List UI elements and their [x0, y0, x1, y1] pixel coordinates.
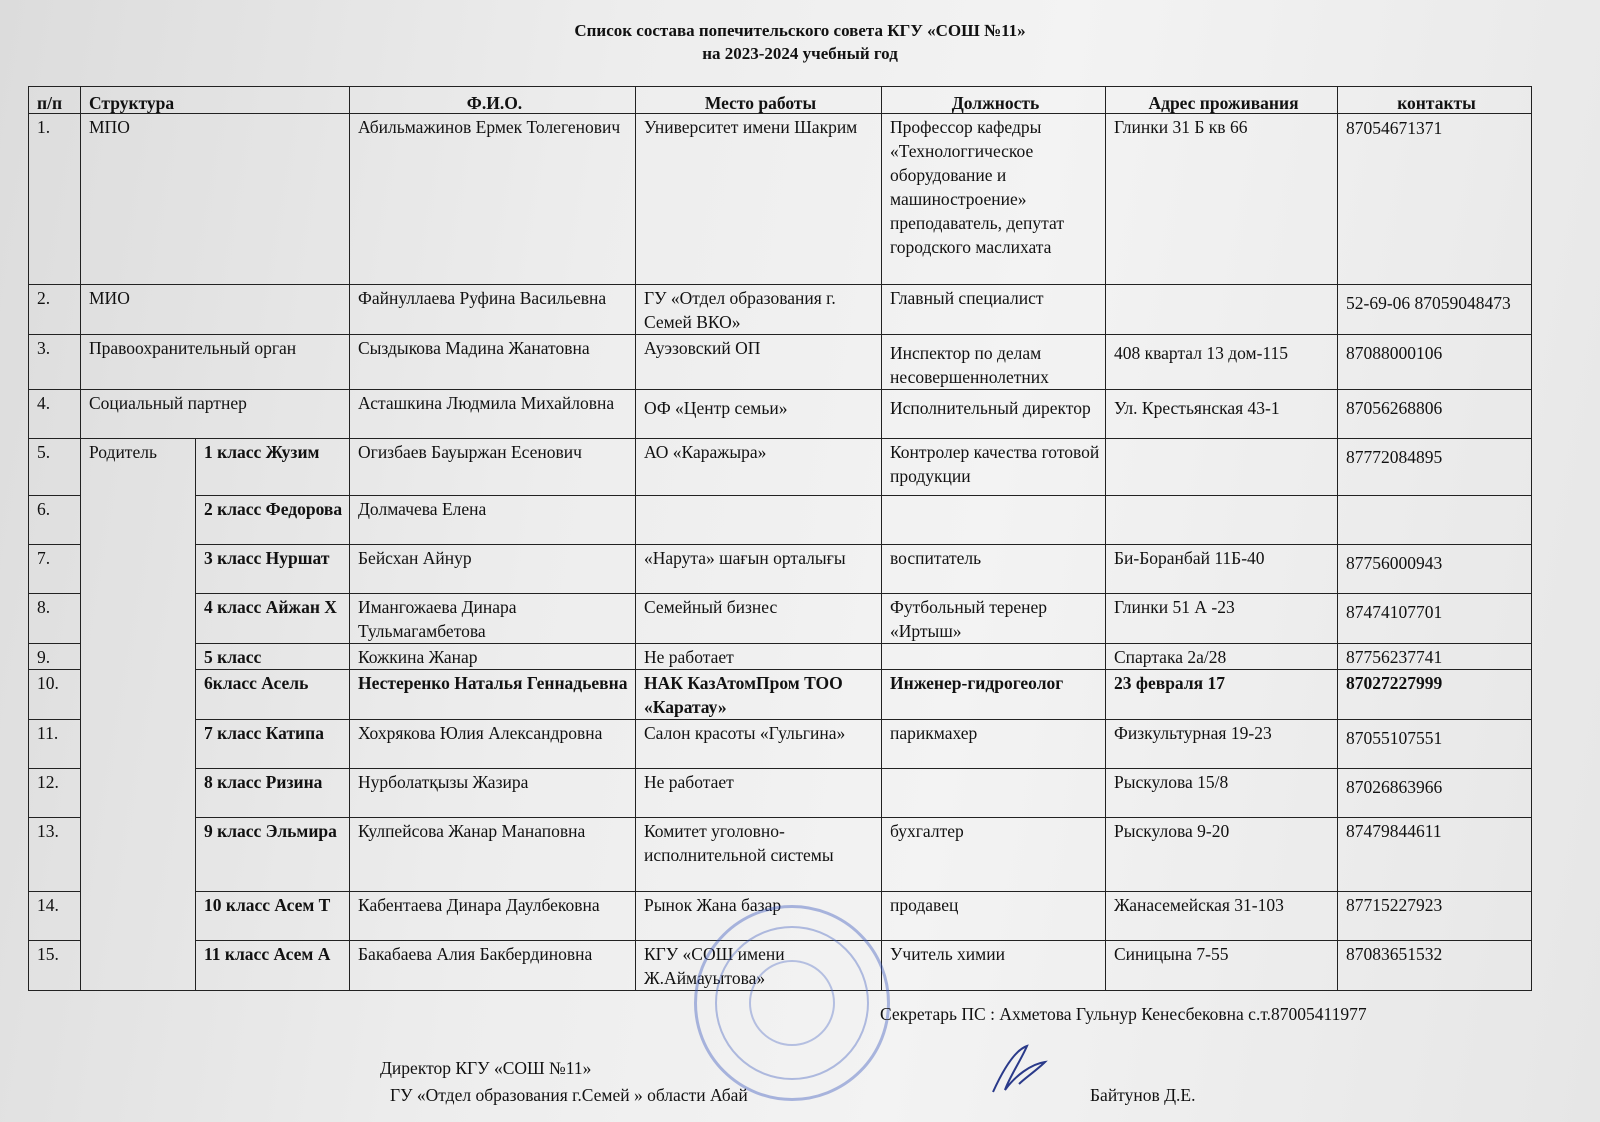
row-fio: Бакабаева Алия Бакбердиновна [350, 941, 636, 991]
row-address: Глинки 31 Б кв 66 [1106, 114, 1338, 285]
row-number: 3. [29, 335, 81, 390]
row-number: 2. [29, 285, 81, 335]
row-position: Учитель химии [882, 941, 1106, 991]
table-row [29, 335, 1532, 390]
director-name: Байтунов Д.Е. [1090, 1085, 1196, 1105]
row-position [882, 769, 1106, 818]
row-workplace: ГУ «Отдел образования г. Семей ВКО» [636, 285, 882, 335]
table-row [29, 545, 1532, 594]
table-row [29, 285, 1532, 335]
row-address: Жанасемейская 31-103 [1106, 892, 1338, 941]
header-structure: Структура [81, 87, 350, 114]
row-fio: Кабентаева Динара Даулбековна [350, 892, 636, 941]
secretary-line: Секретарь ПС : Ахметова Гульнур Кенесбековна с.т.87005411977 [880, 1004, 1367, 1024]
row-workplace: Не работает [636, 769, 882, 818]
row-address [1106, 439, 1338, 496]
row-number: 9. [29, 644, 81, 670]
row-fio: Кожкина Жанар [350, 644, 636, 670]
row-number: 7. [29, 545, 81, 594]
table-row [29, 390, 1532, 439]
row-structure-parent: Родитель [81, 439, 196, 991]
official-stamp [694, 905, 890, 1101]
row-position: парикмахер [882, 720, 1106, 769]
row-workplace: Семейный бизнес [636, 594, 882, 644]
row-number: 15. [29, 941, 81, 991]
row-position: воспитатель [882, 545, 1106, 594]
row-structure: МИО [81, 285, 350, 335]
header-position: Должность [882, 87, 1106, 114]
row-number: 5. [29, 439, 81, 496]
row-address: Физкультурная 19-23 [1106, 720, 1338, 769]
row-number: 11. [29, 720, 81, 769]
header-row [29, 87, 1532, 114]
row-address: 408 квартал 13 дом-115 [1106, 335, 1338, 390]
row-fio: Имангожаева Динара Тульмагамбетова [350, 594, 636, 644]
row-position [882, 644, 1106, 670]
document-title: Список состава попечительского совета КГУ «СОШ №11» [574, 21, 1026, 40]
table-row [29, 670, 1532, 720]
row-position: Инженер-гидрогеолог [882, 670, 1106, 720]
row-workplace: АО «Каражыра» [636, 439, 882, 496]
row-contacts: 87056268806 [1338, 390, 1532, 439]
row-address [1106, 496, 1338, 545]
row-structure: МПО [81, 114, 350, 285]
table-row [29, 769, 1532, 818]
council-table [28, 86, 1532, 991]
row-address: Спартака 2а/28 [1106, 644, 1338, 670]
row-contacts: 87772084895 [1338, 439, 1532, 496]
row-workplace: КГУ «СОШ имени Ж.Аймауытова» [636, 941, 882, 991]
row-position: Профессор кафедры «Технологгическое оборудование и машиностроение» преподаватель, депутат городского маслихата [882, 114, 1106, 285]
row-fio: Бейсхан Айнур [350, 545, 636, 594]
row-class: 4 класс Айжан Х [196, 594, 350, 644]
row-number: 6. [29, 496, 81, 545]
row-contacts: 87027227999 [1338, 670, 1532, 720]
director-signature [985, 1040, 1065, 1100]
row-number: 1. [29, 114, 81, 285]
row-position: Инспектор по делам несовершеннолетних [882, 335, 1106, 390]
table-row [29, 644, 1532, 670]
row-address: Рыскулова 9-20 [1106, 818, 1338, 892]
row-contacts: 87479844611 [1338, 818, 1532, 892]
row-contacts: 52-69-06 87059048473 [1338, 285, 1532, 335]
table-row [29, 594, 1532, 644]
row-position: Контролер качества готовой продукции [882, 439, 1106, 496]
row-class: 9 класс Эльмира [196, 818, 350, 892]
row-workplace [636, 496, 882, 545]
header-num: п/п [29, 87, 81, 114]
row-address [1106, 285, 1338, 335]
row-contacts: 87474107701 [1338, 594, 1532, 644]
row-address: Рыскулова 15/8 [1106, 769, 1338, 818]
row-class: 1 класс Жузим [196, 439, 350, 496]
row-class: 5 класс [196, 644, 350, 670]
row-address: Глинки 51 А -23 [1106, 594, 1338, 644]
table-row [29, 720, 1532, 769]
row-position: бухгалтер [882, 818, 1106, 892]
row-fio: Хохрякова Юлия Александровна [350, 720, 636, 769]
row-address: 23 февраля 17 [1106, 670, 1338, 720]
director-title-line1: Директор КГУ «СОШ №11» [380, 1058, 592, 1078]
table-row [29, 114, 1532, 285]
row-class: 10 класс Асем Т [196, 892, 350, 941]
table-row [29, 496, 1532, 545]
row-structure: Социальный партнер [81, 390, 350, 439]
row-contacts: 87715227923 [1338, 892, 1532, 941]
table-row [29, 439, 1532, 496]
row-number: 13. [29, 818, 81, 892]
row-fio: Сыздыкова Мадина Жанатовна [350, 335, 636, 390]
row-position: Исполнительный директор [882, 390, 1106, 439]
row-workplace: Салон красоты «Гульгина» [636, 720, 882, 769]
header-address: Адрес проживания [1106, 87, 1338, 114]
row-fio: Нестеренко Наталья Геннадьевна [350, 670, 636, 720]
row-contacts: 87756000943 [1338, 545, 1532, 594]
row-position: Главный специалист [882, 285, 1106, 335]
row-address: Синицына 7-55 [1106, 941, 1338, 991]
row-structure: Правоохранительный орган [81, 335, 350, 390]
row-workplace: Рынок Жана базар [636, 892, 882, 941]
row-class: 3 класс Нуршат [196, 545, 350, 594]
row-number: 14. [29, 892, 81, 941]
header-fio: Ф.И.О. [350, 87, 636, 114]
row-fio: Долмачева Елена [350, 496, 636, 545]
row-workplace: Ауэзовский ОП [636, 335, 882, 390]
row-workplace: Не работает [636, 644, 882, 670]
row-number: 4. [29, 390, 81, 439]
row-fio: Огизбаев Бауыржан Есенович [350, 439, 636, 496]
row-workplace: Университет имени Шакрим [636, 114, 882, 285]
row-contacts: 87088000106 [1338, 335, 1532, 390]
row-contacts: 87756237741 [1338, 644, 1532, 670]
header-contacts: контакты [1338, 87, 1532, 114]
row-number: 12. [29, 769, 81, 818]
director-title-line2: ГУ «Отдел образования г.Семей » области Абай [390, 1085, 748, 1105]
row-position [882, 496, 1106, 545]
row-contacts [1338, 496, 1532, 545]
row-address: Ул. Крестьянская 43-1 [1106, 390, 1338, 439]
row-address: Би-Боранбай 11Б-40 [1106, 545, 1338, 594]
row-class: 11 класс Асем А [196, 941, 350, 991]
row-class: 8 класс Ризина [196, 769, 350, 818]
row-fio: Асташкина Людмила Михайловна [350, 390, 636, 439]
document-subtitle: на 2023-2024 учебный год [702, 44, 898, 63]
row-workplace: Комитет уголовно-исполнительной системы [636, 818, 882, 892]
row-workplace: «Нарута» шағын орталығы [636, 545, 882, 594]
row-class: 6класс Асель [196, 670, 350, 720]
row-number: 8. [29, 594, 81, 644]
row-workplace: НАК КазАтомПром ТОО «Каратау» [636, 670, 882, 720]
row-number: 10. [29, 670, 81, 720]
row-position: продавец [882, 892, 1106, 941]
row-class: 2 класс Федорова [196, 496, 350, 545]
row-workplace: ОФ «Центр семьи» [636, 390, 882, 439]
row-fio: Абильмажинов Ермек Толегенович [350, 114, 636, 285]
table-row [29, 818, 1532, 892]
row-fio: Файнуллаева Руфина Васильевна [350, 285, 636, 335]
row-fio: Кулпейсова Жанар Манаповна [350, 818, 636, 892]
row-contacts: 87054671371 [1338, 114, 1532, 285]
row-class: 7 класс Катипа [196, 720, 350, 769]
header-workplace: Место работы [636, 87, 882, 114]
row-fio: Нурболатқызы Жазира [350, 769, 636, 818]
row-contacts: 87055107551 [1338, 720, 1532, 769]
row-position: Футбольный теренер «Иртыш» [882, 594, 1106, 644]
row-contacts: 87083651532 [1338, 941, 1532, 991]
row-contacts: 87026863966 [1338, 769, 1532, 818]
